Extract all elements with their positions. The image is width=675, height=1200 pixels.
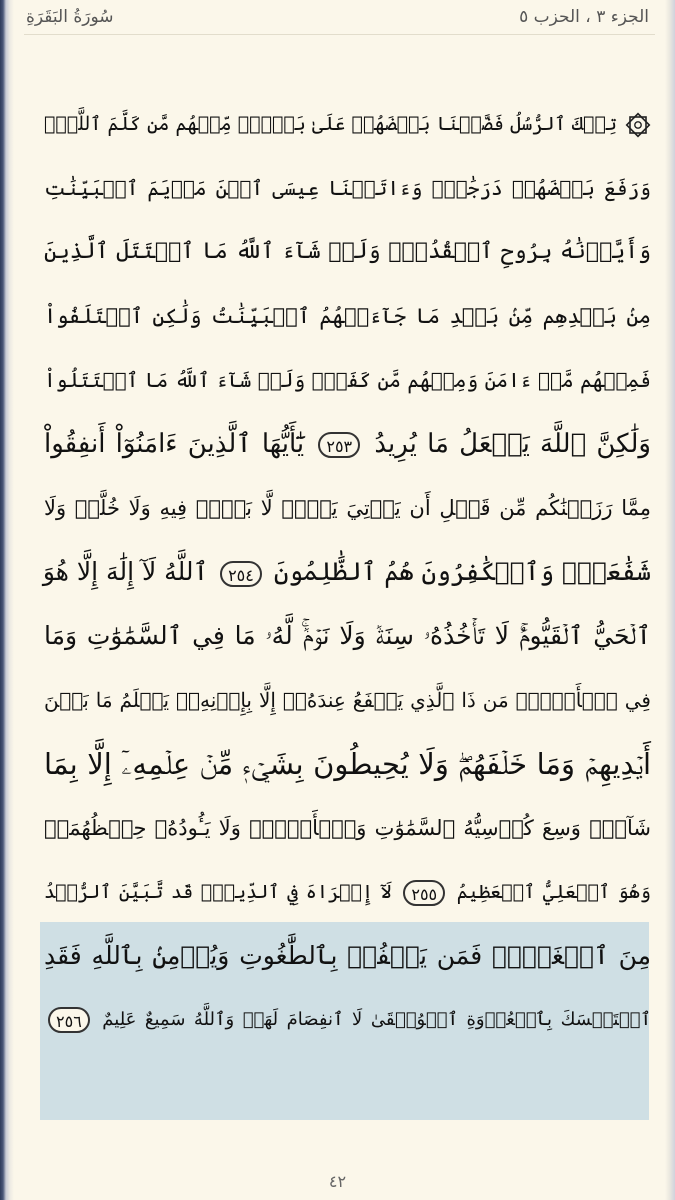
ayah-number-marker[interactable]: ٢٥٥	[403, 880, 445, 906]
line-text: ٱللَّهُ لَآ إِلَٰهَ إِلَّا هُوَ	[42, 557, 209, 586]
ayah-number-marker[interactable]: ٢٥٤	[220, 561, 262, 587]
line-text: فِي ٱلۡأَرۡضِۗ مَن ذَا ٱلَّذِي يَشۡفَعُ عِندَهُۥٓ إِلَّا بِإِذۡنِهِۦۚ يَعۡلَمُ مَا بَيۡنَ	[44, 688, 651, 712]
line-text: أَيۡدِيهِمۡ وَمَا خَلۡفَهُمۡۖ وَلَا يُحِيطُونَ بِشَيۡءٖ مِّنۡ عِلۡمِهِۦٓ إِلَّا بِمَا	[44, 747, 651, 781]
line-text: لَآ إِكۡرَاهَ فِي ٱلدِّينِۖ قَد تَّبَيَّنَ ٱلرُّشۡدُ	[44, 881, 392, 903]
text-line-14	[44, 924, 651, 988]
line-text: ٱلۡحَيُّ ٱلۡقَيُّومُۚ لَا تَأۡخُذُهُۥ سِنَةٞ وَلَا نَوۡمٞۚ لَّهُۥ مَا فِي ٱلسَّمَٰوَٰتِ وَمَا	[44, 621, 651, 650]
line-text: شَآءَۚ وَسِعَ كُرۡسِيُّهُ ٱلسَّمَٰوَٰتِ وَٱلۡأَرۡضَۖ وَلَا يَـُٔودُهُۥ حِفۡظُهُمَاۚ	[44, 816, 651, 840]
page-number: ٤٢	[328, 1172, 347, 1191]
ayah-number-marker[interactable]: ٢٥٣	[318, 432, 360, 458]
text-line-11	[44, 732, 651, 796]
text-line-2	[44, 156, 651, 220]
surah-name: سُورَةُ البَقَرَةِ	[26, 7, 114, 27]
text-line-1	[44, 92, 651, 156]
text-line-7	[44, 476, 651, 540]
quran-text[interactable]	[44, 92, 651, 1052]
line-text: وَرَفَعَ بَعۡضَهُمۡ دَرَجَٰتٖۚ وَءَاتَيۡنَا عِيسَى ٱبۡنَ مَرۡيَمَ ٱلۡبَيِّنَٰتِ	[44, 176, 651, 200]
line-text: شَفَٰعَةٞۗ وَٱلۡكَٰفِرُونَ هُمُ ٱلظَّٰلِمُونَ	[273, 557, 651, 586]
text-line-12	[44, 796, 651, 860]
text-line-3	[44, 220, 651, 284]
text-line-15	[44, 988, 651, 1052]
page-left-edge	[0, 0, 14, 1200]
rub-el-hizb-icon	[625, 112, 651, 138]
line-text: وَأَيَّدۡنَٰهُ بِرُوحِ ٱلۡقُدُسِۗ وَلَوۡ شَآءَ ٱللَّهُ مَا ٱقۡتَتَلَ ٱلَّذِينَ	[44, 239, 651, 264]
text-line-13	[44, 860, 651, 924]
ayah-number-marker[interactable]: ٢٥٦	[48, 1007, 90, 1033]
text-line-6	[44, 412, 651, 476]
page-header	[14, 0, 665, 34]
header-divider	[24, 34, 655, 35]
page-right-edge	[665, 0, 675, 1200]
line-text: مِنَ ٱلۡغَيِّۚ فَمَن يَكۡفُرۡ بِٱلطَّٰغُوتِ وَيُؤۡمِنۢ بِٱللَّهِ فَقَدِ	[44, 941, 651, 970]
text-line-10	[44, 668, 651, 732]
text-line-4	[44, 284, 651, 348]
line-text: ٱسۡتَمۡسَكَ بِٱلۡعُرۡوَةِ ٱلۡوُثۡقَىٰ لَا ٱنفِصَامَ لَهَاۗ وَٱللَّهُ سَمِيعٌ عَلِيمٌ	[102, 1009, 651, 1030]
text-line-8	[44, 540, 651, 604]
line-text: فَمِنۡهُم مَّنۡ ءَامَنَ وَمِنۡهُم مَّن كَفَرَۚ وَلَوۡ شَآءَ ٱللَّهُ مَا ٱقۡتَتَلُواْ	[44, 368, 651, 392]
line-text: وَلَٰكِنَّ ٱللَّهَ يَفۡعَلُ مَا يُرِيدُ	[374, 429, 651, 459]
text-line-9	[44, 604, 651, 668]
line-text: تِلۡكَ ٱلرُّسُلُ فَضَّلۡنَا بَعۡضَهُمۡ عَلَىٰ بَعۡضٖۘ مِّنۡهُم مَّن كَلَّمَ ٱللَّهُۖ	[44, 113, 617, 135]
line-text: مِمَّا رَزَقۡنَٰكُم مِّن قَبۡلِ أَن يَأۡتِيَ يَوۡمٞ لَّا بَيۡعٞ فِيهِ وَلَا خُلَّةٞ وَلَا	[44, 496, 651, 520]
text-line-5	[44, 348, 651, 412]
line-text: مِنۢ بَعۡدِهِم مِّنۢ بَعۡدِ مَا جَآءَتۡهُمُ ٱلۡبَيِّنَٰتُ وَلَٰكِنِ ٱخۡتَلَفُواْ	[44, 304, 651, 328]
juz-hizb-label: الجزء ٣ ، الحزب ٥	[519, 7, 649, 27]
line-text: يَٰٓأَيُّهَا ٱلَّذِينَ ءَامَنُوٓاْ أَنفِقُواْ	[44, 429, 305, 459]
line-text: وَهُوَ ٱلۡعَلِيُّ ٱلۡعَظِيمُ	[456, 881, 652, 903]
